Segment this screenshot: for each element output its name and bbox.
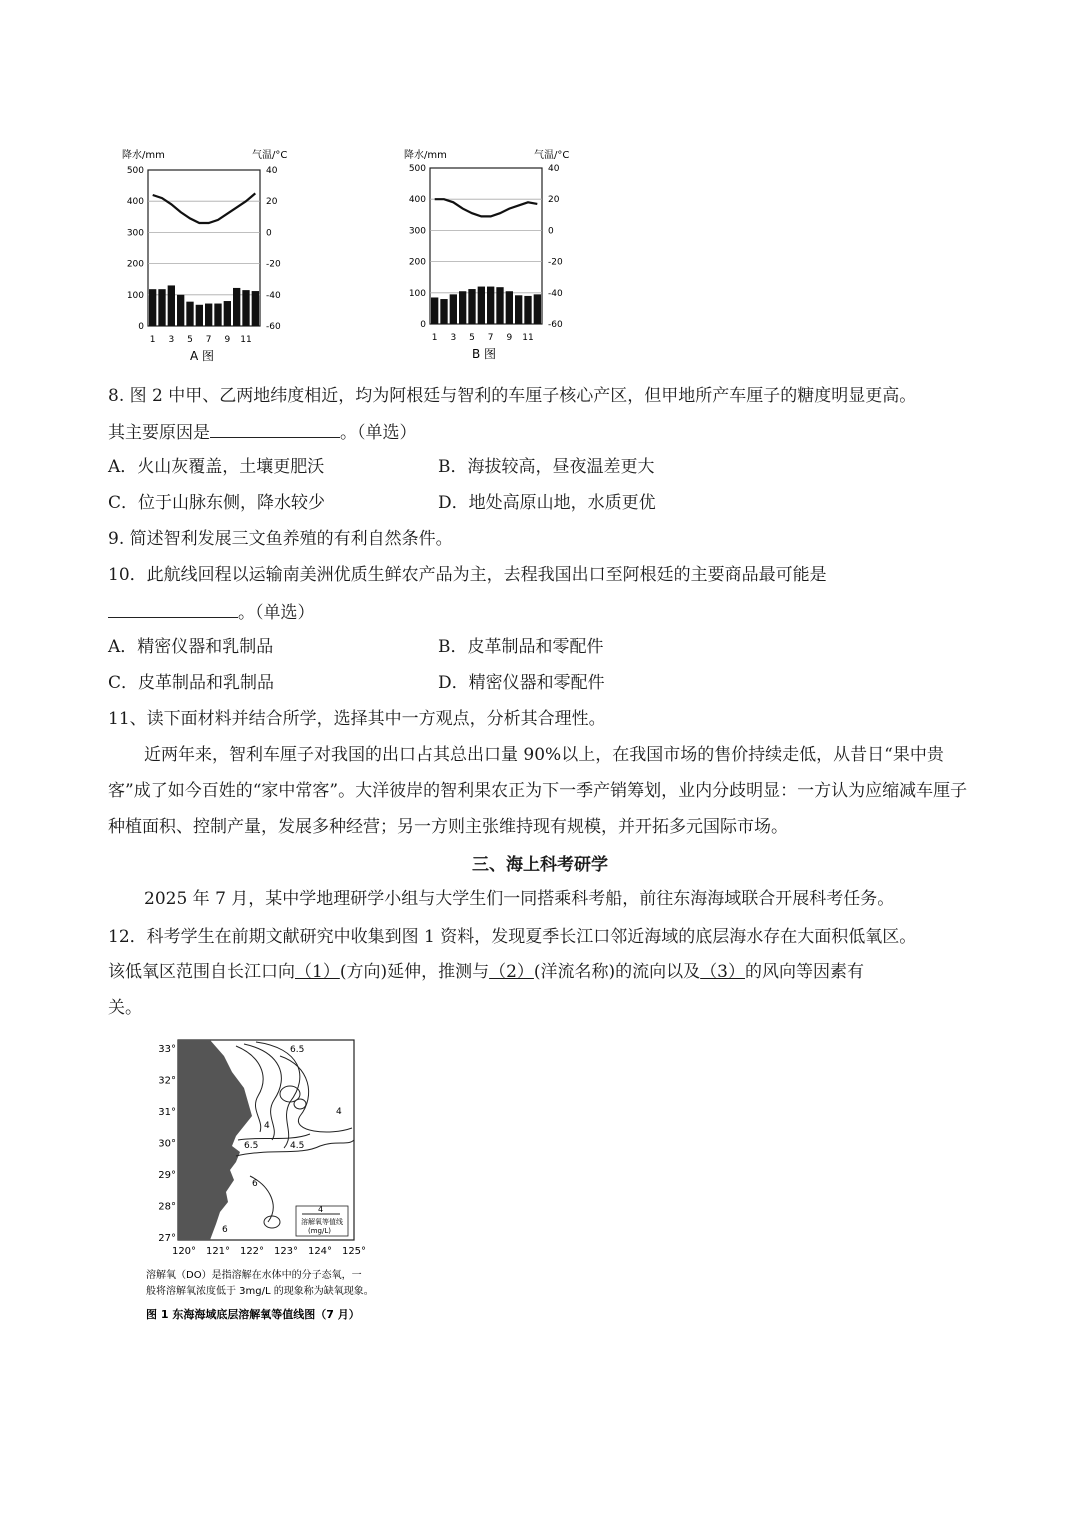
map-lat-label: 32° [158,1075,176,1087]
map-contour-label: 4 [264,1121,270,1131]
chartA-left-tick: 0 [138,322,144,332]
dissolved-oxygen-map [140,1036,400,1326]
q12-blank-3[interactable]: （3） [700,962,746,982]
chartB-precip-bar [478,287,485,324]
q12-text-c: (洋流名称)的流向以及 [533,962,701,982]
chartB-precip-bar [487,287,494,324]
chartA-precip-bar [233,288,240,326]
chartB-right-tick: 20 [548,195,560,206]
q12-text-d: 的风向等因素有 [745,962,865,982]
climate-chart-a [118,144,288,364]
chartB-right-tick: -40 [548,288,563,299]
chartA-precip-bar [242,290,249,326]
q8-suffix: 。（单选） [340,423,417,443]
chartB-precip-bar [506,291,513,324]
q10-option-d[interactable]: D．精密仪器和零配件 [438,673,605,693]
chartA-x-tick: 3 [168,335,175,345]
chartA-right-tick: -40 [266,290,281,301]
chartB-right-tick: 40 [548,164,560,174]
chartA-precip-bar [158,289,165,326]
map-lon-label: 122° [239,1246,265,1257]
map-lat-label: 30° [158,1138,176,1150]
chart-b-right-axis-label: 气温/°C [534,150,570,161]
map-legend-unit: (mg/L) [308,1227,331,1235]
q8-option-b[interactable]: B．海拔较高，昼夜温差更大 [438,457,655,477]
q12-line2 [108,960,864,984]
chartB-left-tick: 0 [420,320,426,330]
chartB-x-tick: 11 [522,333,534,343]
map-lon-label: 121° [205,1246,231,1257]
q12-text-a: 该低氧区范围自长江口向 [108,962,295,982]
map-lon-label: 125° [341,1246,367,1257]
map-lat-label: 28° [158,1201,176,1213]
q8-option-d[interactable]: D．地处高原山地，水质更优 [438,493,656,513]
chartA-x-tick: 5 [187,335,193,345]
map-contour-label: 4 [336,1107,342,1117]
map-legend-title: 溶解氧等值线 [301,1218,343,1226]
chartB-precip-bar [459,291,466,324]
q10-option-c[interactable]: C．皮革制品和乳制品 [108,673,275,693]
chartB-x-tick: 3 [450,333,457,343]
chart-b-caption: B 图 [472,347,497,361]
q12-blank-1[interactable]: （1） [295,962,340,982]
chartB-precip-bar [468,289,475,324]
map-lat-label: 27° [158,1233,176,1244]
q10-suffix: 。（单选） [238,603,315,623]
chartB-x-tick: 9 [506,333,513,343]
chartA-left-tick: 100 [126,290,144,301]
chartA-precip-bar [186,302,193,326]
chart-b-temperature-line [435,199,538,216]
map-lat-label: 33° [158,1044,176,1055]
climate-chart-b [400,144,570,364]
chartA-precip-bar [196,305,203,326]
map-note-line2: 般将溶解氧浓度低于 3mg/L 的现象称为缺氧现象。 [146,1286,374,1297]
section3-intro: 2025 年 7 月，某中学地理研学小组与大学生们一同搭乘科考船，前往东海海域联合开展科考任务。 [144,889,895,909]
map-lon-label: 120° [171,1246,197,1257]
q8-prefix: 其主要原因是 [108,423,210,443]
section3-heading: 三、海上科考研学 [472,855,608,875]
chartA-right-tick: 40 [266,166,278,176]
chartA-right-tick: 0 [266,228,272,239]
map-contour-label: 6.5 [290,1045,305,1055]
chartA-precip-bar [177,295,184,326]
chartA-precip-bar [224,301,231,326]
chartB-precip-bar [524,296,531,324]
map-legend-value: 4 [318,1205,324,1214]
chartB-right-tick: 0 [548,226,554,237]
chartB-left-tick: 500 [408,164,426,174]
q8-option-c[interactable]: C．位于山脉东侧，降水较少 [108,493,326,513]
chartB-x-tick: 7 [487,333,494,343]
chartA-right-tick: -60 [266,322,281,332]
chartB-precip-bar [440,299,447,324]
chartA-x-tick: 11 [240,335,252,345]
chartB-x-tick: 1 [431,333,438,343]
chartB-left-tick: 300 [408,226,426,237]
q8-line1: 8. 图 2 中甲、乙两地纬度相近，均为阿根廷与智利的车厘子核心产区，但甲地所产车厘子的糖度明显更高。 [108,386,917,406]
chartA-left-tick: 500 [126,166,144,176]
chartB-left-tick: 200 [408,257,426,268]
q9-text: 9. 简述智利发展三文鱼养殖的有利自然条件。 [108,529,453,549]
map-lat-label: 31° [158,1107,176,1118]
q11-material-paragraph: 近两年来，智利车厘子对我国的出口占其总出口量 90%以上，在我国市场的售价持续走低，从昔日“果中贵客”成了如今百姓的“家中常客”。大洋彼岸的智利果农正为下一季产销筹划，业内分歧明显：一方认为应缩减车厘子种植面积、控制产量，发展多种经营；另一方则主张维持现有规模，并开拓多元国际市场。 [108,745,968,837]
map-contour-label: 4.5 [290,1141,305,1151]
q8-answer-blank[interactable] [210,419,340,438]
q8-line2 [108,419,417,445]
q10-line1: 10．此航线回程以运输南美洲优质生鲜农产品为主，去程我国出口至阿根廷的主要商品最可能是 [108,565,827,585]
chartB-precip-bar [534,294,541,324]
chart-a-caption: A 图 [190,349,215,363]
q12-line3: 关。 [108,998,142,1018]
chartB-right-tick: -60 [548,320,563,330]
chartA-right-tick: -20 [266,259,281,270]
chartA-precip-bar [168,285,175,326]
q12-line1: 12．科考学生在前期文献研究中收集到图 1 资料，发现夏季长江口邻近海域的底层海水存在大面积低氧区。 [108,927,917,947]
chartA-x-tick: 7 [205,335,212,345]
chartB-x-tick: 5 [469,333,475,343]
map-contour-label: 6.5 [244,1141,259,1151]
chartA-x-tick: 9 [224,335,231,345]
q10-option-b[interactable]: B．皮革制品和零配件 [438,637,604,657]
chartA-left-tick: 400 [126,197,144,208]
map-lon-label: 124° [307,1246,333,1257]
chart-b-left-axis-label: 降水/mm [404,150,447,161]
map-contour-label: 6 [252,1179,258,1189]
chartA-x-tick: 1 [149,335,156,345]
q10-option-a[interactable]: A．精密仪器和乳制品 [108,637,274,657]
chart-a-left-axis-label: 降水/mm [122,150,165,161]
chartA-precip-bar [214,304,221,326]
map-lon-label: 123° [273,1246,299,1257]
q10-line2 [108,599,315,625]
q8-option-a[interactable]: A．火山灰覆盖，土壤更肥沃 [108,457,325,477]
chartA-left-tick: 300 [126,228,144,239]
map-contour-label: 6 [222,1225,228,1235]
chartB-precip-bar [450,294,457,324]
q10-answer-blank[interactable] [108,599,238,618]
chart-a-temperature-line [153,193,256,223]
chartA-precip-bar [149,289,156,326]
q12-text-b: (方向)延伸，推测与 [339,962,490,982]
chartB-precip-bar [515,295,522,324]
map-caption: 图 1 东海海域底层溶解氧等值线图（7 月） [146,1308,360,1321]
chartB-left-tick: 400 [408,195,426,206]
q11-title: 11、读下面材料并结合所学，选择其中一方观点，分析其合理性。 [108,709,606,729]
chartB-precip-bar [496,287,503,324]
map-lat-label: 29° [158,1170,176,1181]
chartA-right-tick: 20 [266,197,278,208]
chart-a-right-axis-label: 气温/°C [252,150,288,161]
q12-blank-2[interactable]: （2） [489,962,534,982]
chartA-precip-bar [252,291,259,326]
chartB-left-tick: 100 [408,288,426,299]
map-note-line1: 溶解氧（DO）是指溶解在水体中的分子态氧，一 [146,1270,362,1281]
chartA-precip-bar [205,304,212,326]
chartA-left-tick: 200 [126,259,144,270]
chartB-right-tick: -20 [548,257,563,268]
chartB-precip-bar [431,297,438,324]
